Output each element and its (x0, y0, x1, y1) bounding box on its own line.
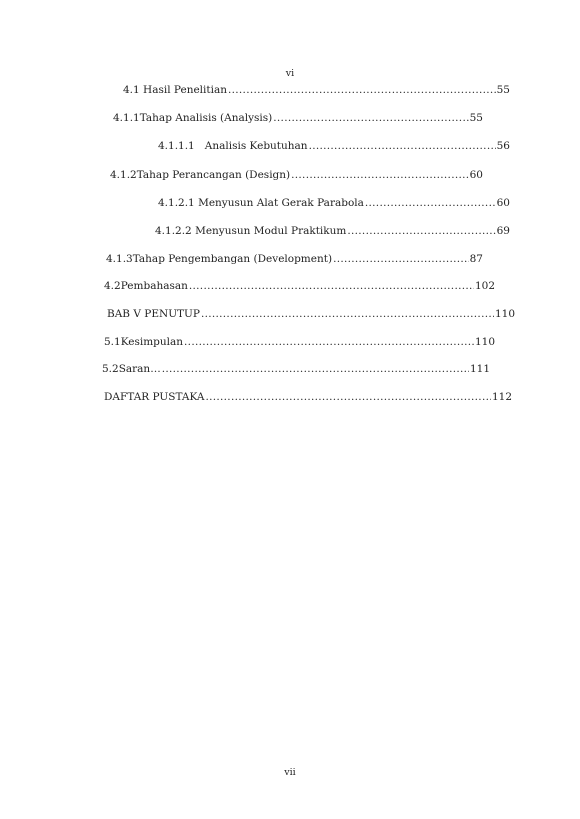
toc-leader-dots (309, 139, 496, 153)
toc-entry (106, 252, 483, 266)
toc-entry (104, 335, 495, 349)
toc-entry-number: 4.1.3 (106, 253, 133, 265)
toc-entry (158, 196, 510, 210)
toc-leader-dots (162, 362, 469, 376)
toc-leader-dots (201, 307, 494, 321)
toc-leader-dots (291, 168, 468, 182)
toc-entry-title: Pembahasan (120, 280, 188, 292)
toc-entry-number: 5.1 (104, 336, 121, 348)
toc-entry-title: Kesimpulan (120, 336, 184, 348)
toc-entry-number: 4.1.1 (113, 112, 140, 124)
toc-entry-title: Saran… (118, 363, 161, 375)
toc-entry (102, 362, 490, 376)
toc-leader-dots (184, 335, 474, 349)
toc-entry-page: 112 (491, 391, 512, 403)
toc-entry (107, 307, 515, 321)
toc-entry (104, 279, 495, 293)
header-page-number: vi (285, 68, 295, 79)
toc-entry (104, 390, 512, 404)
toc-entry-title: DAFTAR PUSTAKA (104, 391, 205, 403)
toc-entry-page: 69 (496, 225, 510, 237)
toc-leader-dots (205, 390, 490, 404)
toc-leader-dots (333, 252, 469, 266)
toc-entry-page: 60 (469, 169, 483, 181)
toc-entry (110, 168, 483, 182)
toc-entry-title: Tahap Pengembangan (Development) (132, 253, 333, 265)
toc-entry-page: 111 (469, 363, 490, 375)
toc-entry-page: 55 (496, 84, 510, 96)
toc-entry (113, 111, 483, 125)
toc-leader-dots (273, 111, 468, 125)
toc-entry-title: 4.1.2.2 Menyusun Modul Praktikum (155, 225, 347, 237)
toc-entry (155, 224, 510, 238)
toc-entry-title: 4.1.2.1 Menyusun Alat Gerak Parabola (158, 197, 364, 209)
toc-leader-dots (189, 279, 474, 293)
toc-entry-page: 87 (469, 253, 483, 265)
toc-entry-title: Tahap Analisis (Analysis) (139, 112, 273, 124)
toc-entry-number: 5.2 (102, 363, 119, 375)
toc-entry-title: 4.1 Hasil Penelitian (123, 84, 227, 96)
toc-entry-number: 4.2 (104, 280, 121, 292)
toc-entry-page: 110 (494, 308, 515, 320)
toc-entry-page: 60 (496, 197, 510, 209)
toc-entry (123, 83, 510, 97)
toc-entry-page: 102 (474, 280, 495, 292)
toc-entry-number: 4.1.2 (110, 169, 137, 181)
toc-entry (158, 139, 510, 153)
toc-entry-page: 55 (469, 112, 483, 124)
toc-entry-title: 4.1.1.1 Analisis Kebutuhan (158, 140, 308, 152)
toc-leader-dots (228, 83, 496, 97)
toc-entry-page: 110 (474, 336, 495, 348)
toc-leader-dots (365, 196, 496, 210)
toc-leader-dots (347, 224, 495, 238)
toc-entry-title: Tahap Perancangan (Design) (136, 169, 291, 181)
toc-entry-title: BAB V PENUTUP (107, 308, 200, 320)
toc-entry-page: 56 (496, 140, 510, 152)
footer-page-number: vii (284, 767, 296, 778)
